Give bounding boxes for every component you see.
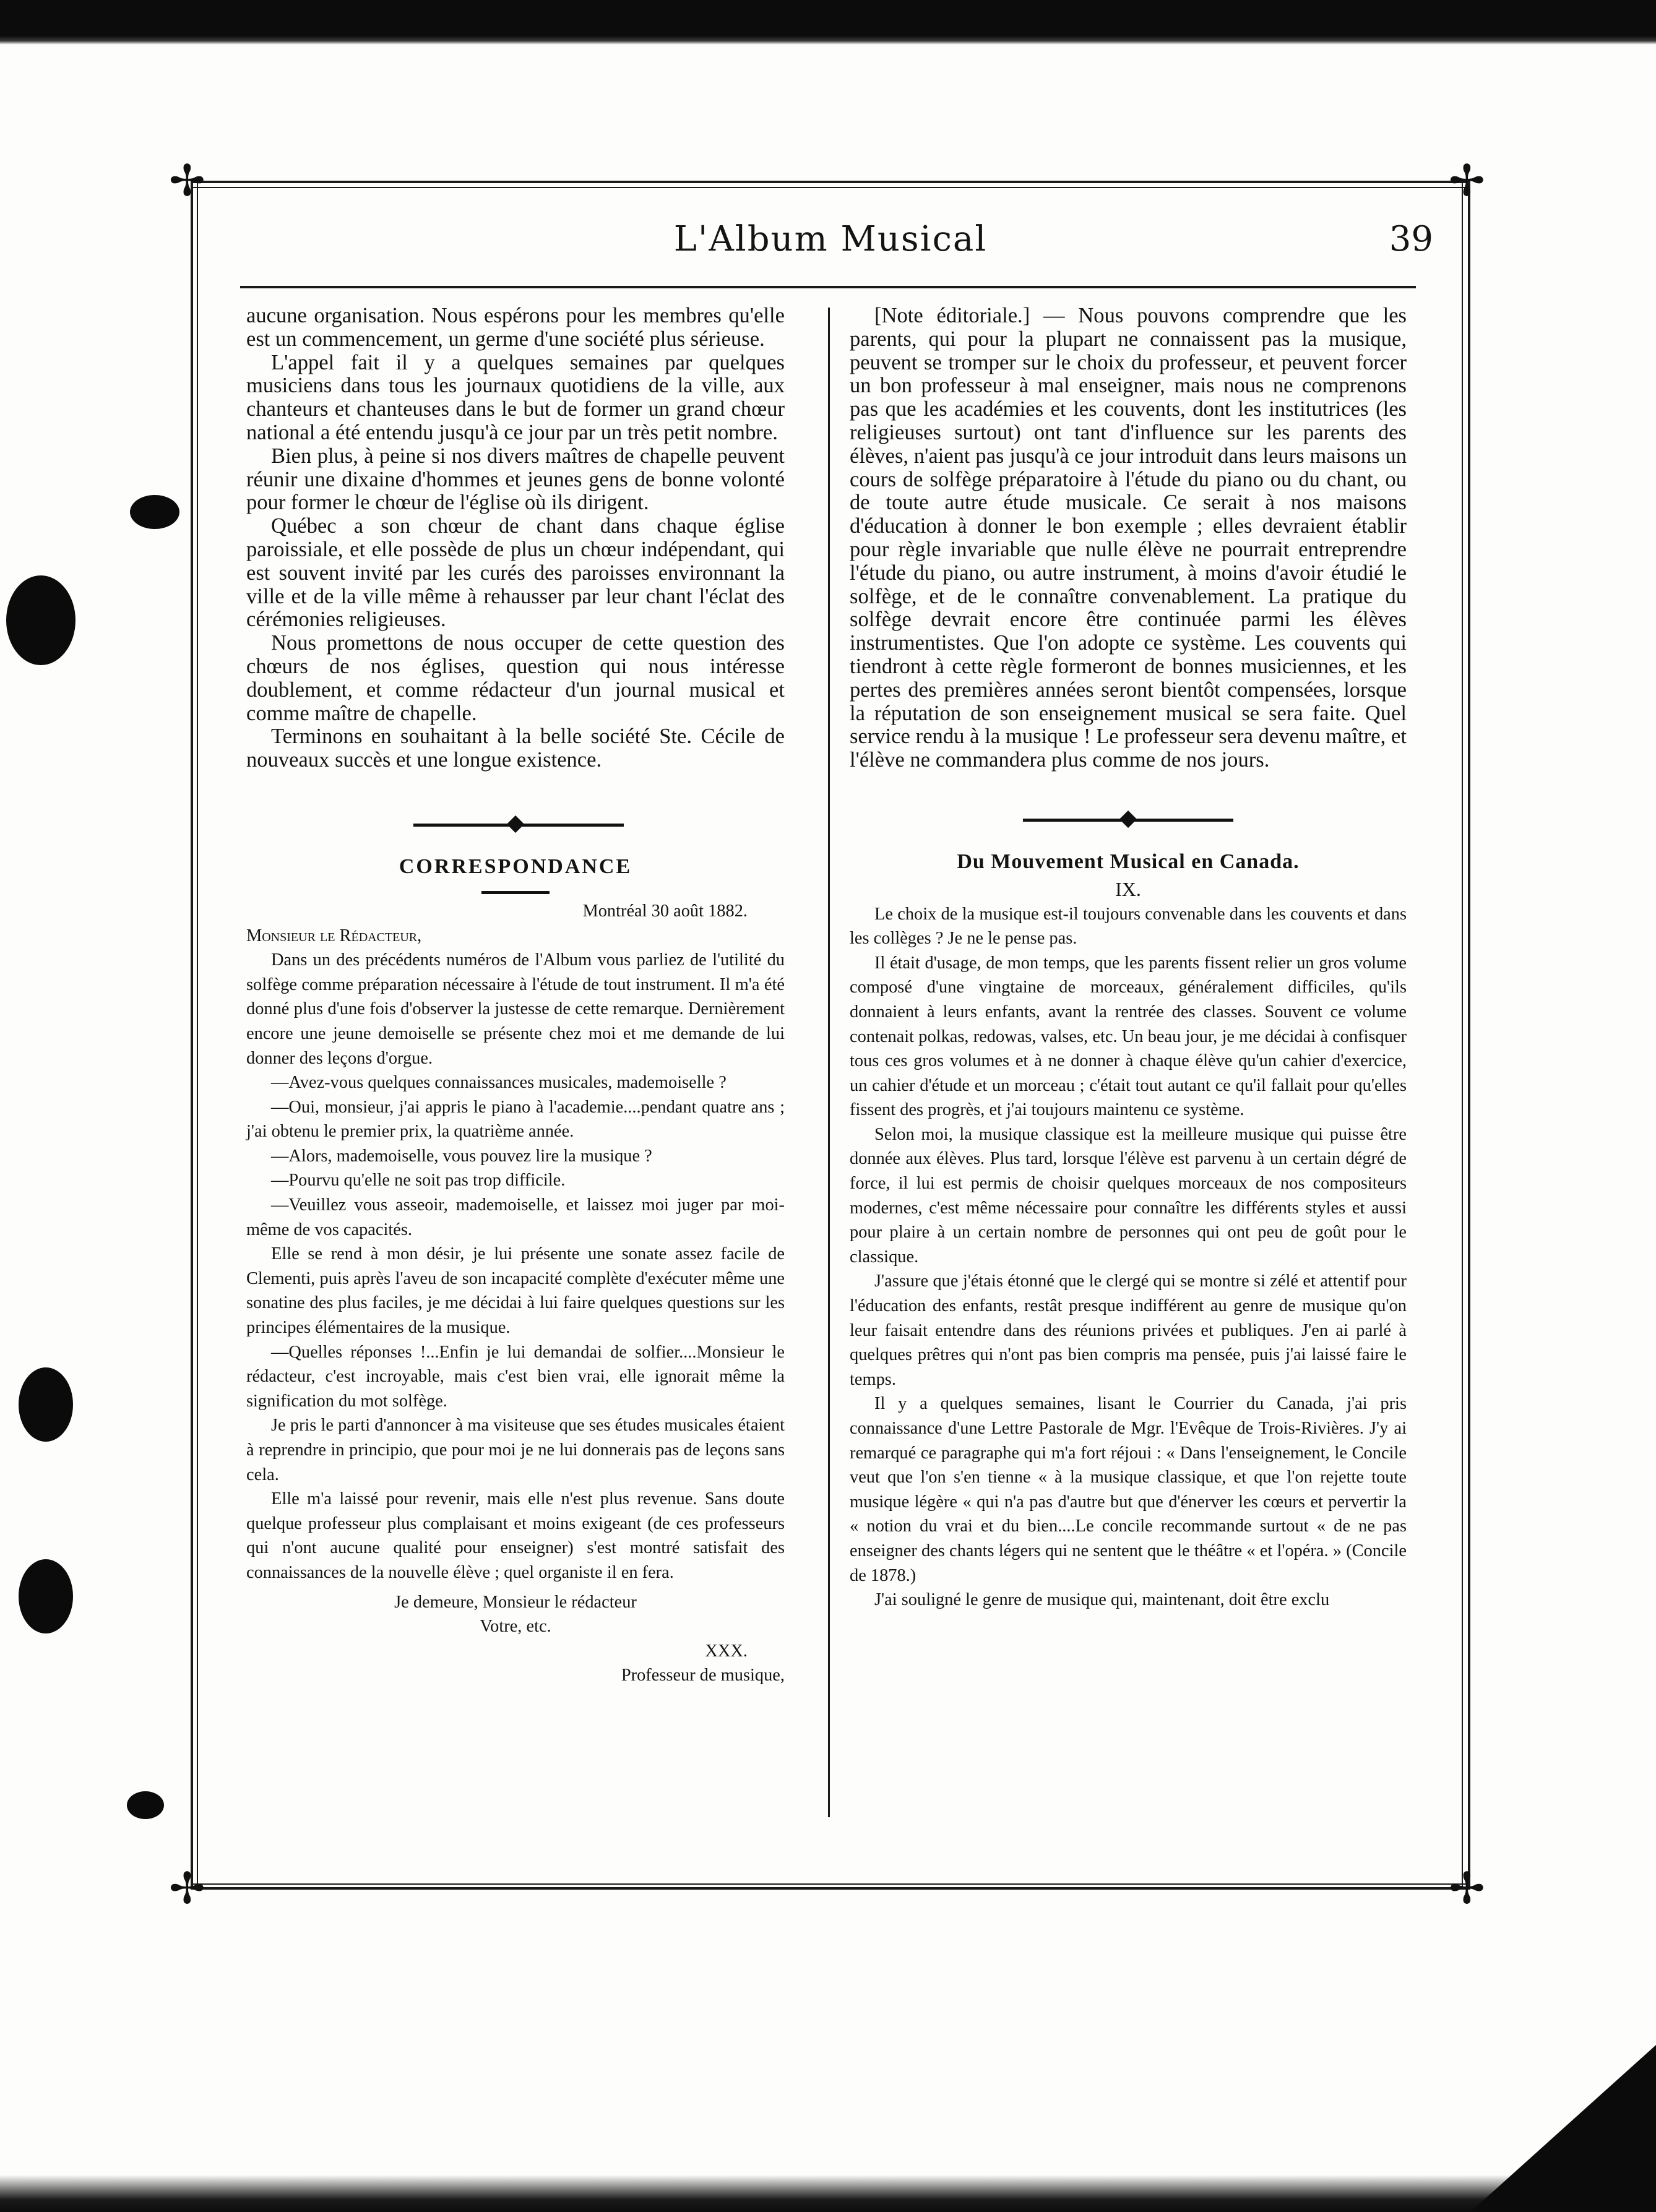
column-separator [828,308,830,1817]
corner-ornament: ✢ [1449,1863,1485,1914]
paragraph: Elle se rend à mon désir, je lui présente une sonate assez facile de Clementi, puis après l'aveu de son incapacité complète d'exécuter même une sonatine des plus faciles, je me décidai à lui faire quelques questions sur les principes élémentaires de la musique. [246,1244,785,1338]
dialogue-line: —Veuillez vous asseoir, mademoiselle, et laissez moi juger par moi-même de vos capacités. [246,1195,785,1239]
section-divider [850,797,1407,840]
editorial-note: [Note éditoriale.] — Nous pouvons comprendre que les parents, qui pour la plupart ne connaissent pas la musique, peuvent se tromper sur le choix du professeur, et peuvent forcer un bon professeur à mal enseigner, mais nous ne comprenons pas que les académies et les couvents, dont les institutrices (les religieuses surtout) ont tant d'influence sur les parents des élèves, n'aient pas jusqu'à ce jour introduit dans leurs maisons un cours de solfège préparatoire à l'étude du piano ou du chant, ou de toute autre étude musicale. Ce serait à nos maisons d'éducation à donner le bon exemple ; elles devraient établir pour règle invariable que nulle élève ne pourrait entreprendre l'étude du piano, ou autre instrument, à moins d'avoir étudié le solfège, et de le connaître convenablement. La pratique du solfège devrait encore être continuée parmi les élèves instrumentistes. Que l'on adopte ce système. Les couvents qui tiendront à cette règle formeront de bonnes musiciennes, et les pertes des premières années seront bientôt compensées, lorsque la réputation de son enseignement musical se sera faite. Quel service rendu à la musique ! Le professeur sera devenu maître, et l'élève ne commandera plus comme de nos jours. [850,304,1407,772]
paragraph: J'assure que j'étais étonné que le clergé qui se montre si zélé et attentif pour l'éducation des enfants, restât presque indifférent au genre de musique qu'on leur faisait entendre dans des réunions privées et publiques. J'en ai parlé à quelques prêtres qui n'ont pas bien compris ma pensée, puis j'ai laissé faire le temps. [850,1272,1407,1389]
paragraph: aucune organisation. Nous espérons pour les membres qu'elle est un commencement, un germe d'une société plus sérieuse. [246,304,785,351]
punch-hole [19,1559,73,1633]
closing-line: Votre, etc. [480,1617,551,1637]
paragraph: Selon moi, la musique classique est la meilleure musique qui puisse être donnée aux élèves. Plus tard, lorsque l'élève est parvenu à un certain dégré de force, il lui est permis de choisir quelques morceaux de nos compositeurs modernes, c'est même nécessaire pour connaître les différents styles et aussi pour plaire à un certain nombre de personnes qui ont peu de goût pour le classique. [850,1124,1407,1267]
paragraph: Bien plus, à peine si nos divers maîtres de chapelle peuvent réunir une dixaine d'hommes et jeunes gens de bonne volonté pour former le chœur de l'église où ils dirigent. [246,444,785,515]
paragraph: Il y a quelques semaines, lisant le Courrier du Canada, j'ai pris connaissance d'une Lettre Pastorale de Mgr. l'Evêque de Trois-Rivières. J'y ai remarqué ce paragraphe qui m'a fort réjoui : « Dans l'enseignement, le Concile veut que l'on s'en tienne « à la musique classique, et que l'on rejette toute musique légère « qui n'a pas d'autre but que d'énerver les cœurs et pervertir la « notion du vrai et du bien....Le concile recommande surtout « de ne pas enseigner des chants légers qui ne sentent que le théâtre « et l'opéra. » (Concile de 1878.) [850,1394,1407,1585]
dateline: Montréal 30 août 1882. [582,901,748,921]
ink-blot [130,495,179,529]
paragraph: J'ai souligné le genre de musique qui, maintenant, doit être exclu [874,1590,1330,1610]
paragraph: Je pris le parti d'annoncer à ma visiteuse que ses études musicales étaient à reprendre in principio, que pour moi je ne lui donnerais pas de leçons sans cela. [246,1416,785,1484]
article-numeral: IX. [1115,877,1141,900]
closing-line: Je demeure, Monsieur le rédacteur [394,1592,637,1612]
section-divider [246,802,785,845]
paragraph: Québec a son chœur de chant dans chaque église paroissiale, et elle possède de plus un chœur indépendant, qui est souvent invité par les curés des paroisses environnant la ville et de la ville même à rehausser par leur chant l'éclat des cérémonies religieuses. [246,514,785,632]
punch-hole [19,1367,73,1442]
corner-ornament: ✢ [169,1863,205,1914]
scan-edge-top [0,0,1656,45]
scan-edge-bottom [0,2175,1656,2212]
corner-ornament: ✢ [169,155,205,206]
signature-title: Professeur de musique, [621,1666,785,1685]
dialogue-line: —Alors, mademoiselle, vous pouvez lire la musique ? [271,1146,652,1166]
paragraph: Dans un des précédents numéros de l'Album vous parliez de l'utilité du solfège comme préparation nécessaire à l'étude de tout instrument. Il m'a été donné plus d'une fois d'observer la justesse de cette remarque. Dernièrement encore une jeune demoiselle se présente chez moi et me demande de lui donner des leçons d'orgue. [246,950,785,1068]
scan-corner-shadow [1470,2045,1656,2212]
page-frame [169,155,1485,1914]
dialogue-line: —Oui, monsieur, j'ai appris le piano à l'academie....pendant quatre ans ; j'ai obtenu le premier prix, la quatrième année. [246,1097,785,1142]
paragraph: Elle m'a laissé pour revenir, mais elle n'est plus revenue. Sans doute quelque professeur plus complaisant et moins exigeant (de ces professeurs qui n'ont aucune qualité pour enseigner) s'est montré satisfait des connaissances de la nouvelle élève ; quel organiste il en fera. [246,1489,785,1582]
dialogue-line: —Avez-vous quelques connaissances musicales, mademoiselle ? [271,1073,727,1093]
page-title: L'Album Musical [673,219,988,259]
dialogue-line: —Pourvu qu'elle ne soit pas trop difficile. [271,1171,566,1190]
paragraph: Nous promettons de nous occuper de cette question des chœurs de nos églises, question qui nous intéresse doublement, et comme rédacteur d'un journal musical et comme maître de chapelle. [246,631,785,725]
section-title: CORRESPONDANCE [399,854,632,878]
left-column [246,304,785,1688]
right-column [850,304,1407,1612]
paragraph: L'appel fait il y a quelques semaines par quelques musiciens dans tous les journaux quotidiens de la ville, aux chanteurs et chanteuses dans le but de former un grand chœur national a été entendu jusqu'à ce jour par un très petit nombre. [246,350,785,444]
punch-hole [6,575,75,665]
title-rule [481,891,550,894]
header-rule [240,286,1416,288]
running-header [191,219,1470,281]
salutation: Monsieur le Rédacteur, [246,926,422,945]
paragraph: Il était d'usage, de mon temps, que les parents fissent relier un gros volume composé d'une vingtaine de morceaux, généralement difficiles, qu'ils donnaient à leurs enfants, avant la rentrée des classes. Souvent ce volume contenait polkas, redowas, valses, etc. Un beau jour, je me décidai à confisquer tous ces gros volumes et à ne donner à chaque élève qu'un cahier d'exercice, un cahier d'étude et un morceau ; c'était tout autant ce qu'il fallait pour qu'elles fissent des progrès, et j'ai toujours maintenu ce système. [850,953,1407,1120]
corner-ornament: ✢ [1449,155,1485,206]
page-number: 39 [1389,219,1433,259]
paragraph: Terminons en souhaitant à la belle société Ste. Cécile de nouveaux succès et une longue existence. [246,725,785,772]
paragraph: Le choix de la musique est-il toujours convenable dans les couvents et dans les collèges ? Je ne le pense pas. [850,904,1407,949]
paragraph: —Quelles réponses !...Enfin je lui demandai de solfier....Monsieur le rédacteur, c'est incroyable, mais c'est bien vrai, elle ignorait même la signification du mot solfège. [246,1342,785,1411]
ink-blot [127,1791,164,1819]
article-title: Du Mouvement Musical en Canada. [957,850,1300,873]
signature: XXX. [705,1641,748,1661]
